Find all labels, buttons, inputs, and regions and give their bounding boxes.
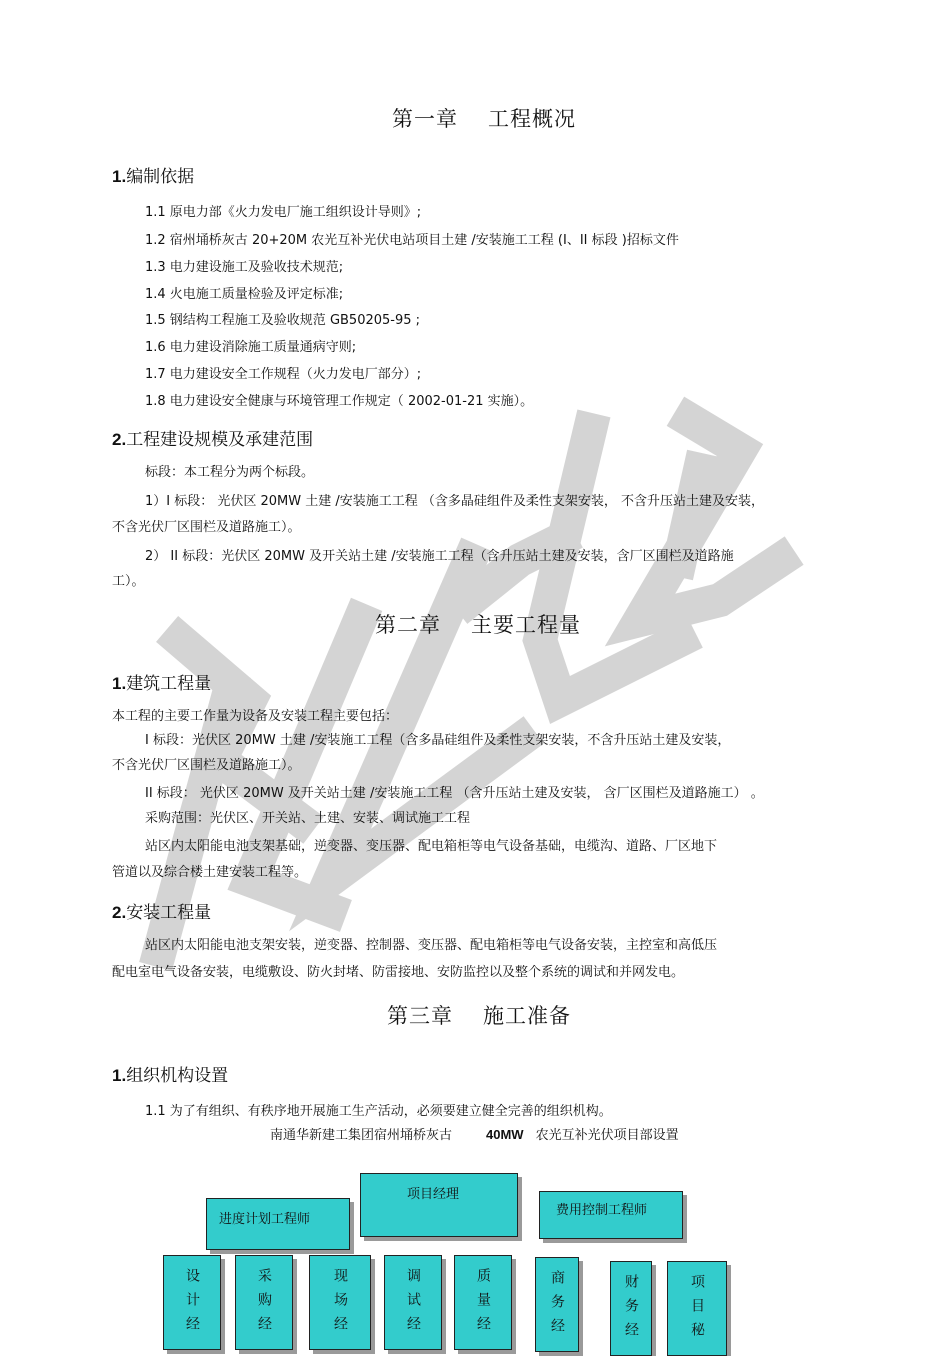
- paragraph: 不含光伏厂区围栏及道路施工）。: [112, 520, 301, 535]
- basis-item: 1.2 宿州埇桥灰古 20+20M 农光互补光伏电站项目土建 /安装施工工程 (I、II 标段 )招标文件: [145, 233, 679, 248]
- org-box-label: 设计经: [184, 1268, 200, 1340]
- org-box-business: [535, 1257, 579, 1352]
- org-box-label: 进度计划工程师: [219, 1212, 311, 1227]
- section-1-2-heading: [112, 425, 313, 450]
- org-box-design: [163, 1255, 221, 1350]
- paragraph: I 标段：光伏区 20MW 土建 /安装施工工程（含多晶硅组件及柔性支架安装，不含升压站土建及安装，: [145, 733, 731, 748]
- chapter-2-number: 第二章: [375, 613, 441, 637]
- section-number: 1.: [112, 1066, 127, 1085]
- section-title: 安装工程量: [126, 903, 212, 923]
- chapter-3-name: 施工准备: [483, 1004, 571, 1028]
- section-3-1-heading: [112, 1061, 228, 1086]
- section-1-1-heading: [112, 162, 194, 187]
- paragraph: 采购范围：光伏区、开关站、土建、安装、调试施工工程: [145, 811, 471, 826]
- basis-item: 1.4 火电施工质量检验及评定标准;: [145, 287, 344, 302]
- paragraph: 本工程的主要工作量为设备及安装工程主要包括：: [112, 709, 399, 724]
- chapter-1-title: [392, 103, 576, 133]
- org-box-label: 现场经: [332, 1268, 348, 1340]
- paragraph: 站区内太阳能电池支架安装，逆变器、控制器、变压器、配电箱柜等电气设备安装，主控室和高低压: [145, 938, 718, 953]
- org-box-label: 费用控制工程师: [556, 1203, 648, 1218]
- org-box-label: 财务经: [623, 1274, 639, 1346]
- paragraph: 标段：本工程分为两个标段。: [145, 465, 315, 480]
- org-box-procurement: [235, 1255, 293, 1350]
- caption-part: 40MW: [486, 1127, 524, 1142]
- org-box-quality: [454, 1255, 512, 1350]
- caption-part: 南通华新建工集团宿州埇桥灰古: [270, 1128, 453, 1143]
- chapter-3-title: [387, 1000, 571, 1030]
- section-number: 2.: [112, 430, 127, 449]
- paragraph: 1.1 为了有组织、有秩序地开展施工生产活动，必须要建立健全完善的组织机构。: [145, 1104, 612, 1119]
- section-title: 组织机构设置: [126, 1066, 229, 1086]
- basis-item: 1.7 电力建设安全工作规程（火力发电厂部分）;: [145, 367, 422, 382]
- org-chart-caption: [270, 1124, 679, 1143]
- paragraph: 不含光伏厂区围栏及道路施工）。: [112, 758, 301, 773]
- basis-item: 1.3 电力建设施工及验收技术规范;: [145, 260, 344, 275]
- org-box-label: 质量经: [475, 1268, 491, 1340]
- paragraph: 配电室电气设备安装，电缆敷设、防火封堵、防雷接地、安防监控以及整个系统的调试和并网发电。: [112, 965, 685, 980]
- paragraph: 工）。: [112, 574, 145, 589]
- paragraph: II 标段： 光伏区 20MW 及开关站土建 /安装施工工程 （含升压站土建及安装， 含厂区围栏及道路施工） 。: [145, 786, 764, 801]
- org-box-label: 项目秘: [689, 1274, 705, 1346]
- chapter-2-title: [375, 609, 581, 639]
- org-box-label: 商务经: [549, 1270, 565, 1342]
- org-box-label: 调试经: [405, 1268, 421, 1340]
- basis-item: 1.5 钢结构工程施工及验收规范 GB50205-95 ;: [145, 313, 421, 328]
- paragraph: 站区内太阳能电池支架基础，逆变器、变压器、配电箱柜等电气设备基础，电缆沟、道路、厂区地下: [145, 839, 718, 854]
- chapter-1-number: 第一章: [392, 107, 458, 131]
- caption-part: 农光互补光伏项目部设置: [535, 1128, 679, 1143]
- paragraph: 2） II 标段：光伏区 20MW 及开关站土建 /安装施工工程（含升压站土建及安装，含厂区围栏及道路施: [145, 549, 734, 564]
- paragraph: 1）I 标段： 光伏区 20MW 土建 /安装施工工程 （含多晶硅组件及柔性支架安装， 不含升压站土建及安装，: [145, 494, 765, 509]
- section-number: 1.: [112, 674, 127, 693]
- chapter-3-number: 第三章: [387, 1004, 453, 1028]
- section-title: 工程建设规模及承建范围: [126, 430, 314, 450]
- basis-item: 1.6 电力建设消除施工质量通病守则;: [145, 340, 357, 355]
- org-box-cost-engineer: [539, 1191, 683, 1239]
- org-box-schedule-engineer: [206, 1198, 350, 1250]
- org-box-label: 项目经理: [407, 1187, 460, 1202]
- basis-item: 1.1 原电力部《火力发电厂施工组织设计导则》;: [145, 205, 422, 220]
- section-2-2-heading: [112, 898, 211, 923]
- paragraph: 管道以及综合楼土建安装工程等。: [112, 865, 308, 880]
- org-box-commissioning: [384, 1255, 442, 1350]
- org-box-label: 采购经: [256, 1268, 272, 1340]
- basis-item: 1.8 电力建设安全健康与环境管理工作规定（ 2002-01-21 实施）。: [145, 394, 534, 409]
- section-2-1-heading: [112, 669, 211, 694]
- section-number: 2.: [112, 903, 127, 922]
- org-box-site: [309, 1255, 371, 1350]
- section-number: 1.: [112, 167, 127, 186]
- chapter-2-name: 主要工程量: [471, 613, 581, 637]
- section-title: 编制依据: [126, 167, 195, 187]
- section-title: 建筑工程量: [126, 674, 212, 694]
- chapter-1-name: 工程概况: [488, 107, 576, 131]
- org-box-project-manager: [360, 1173, 518, 1237]
